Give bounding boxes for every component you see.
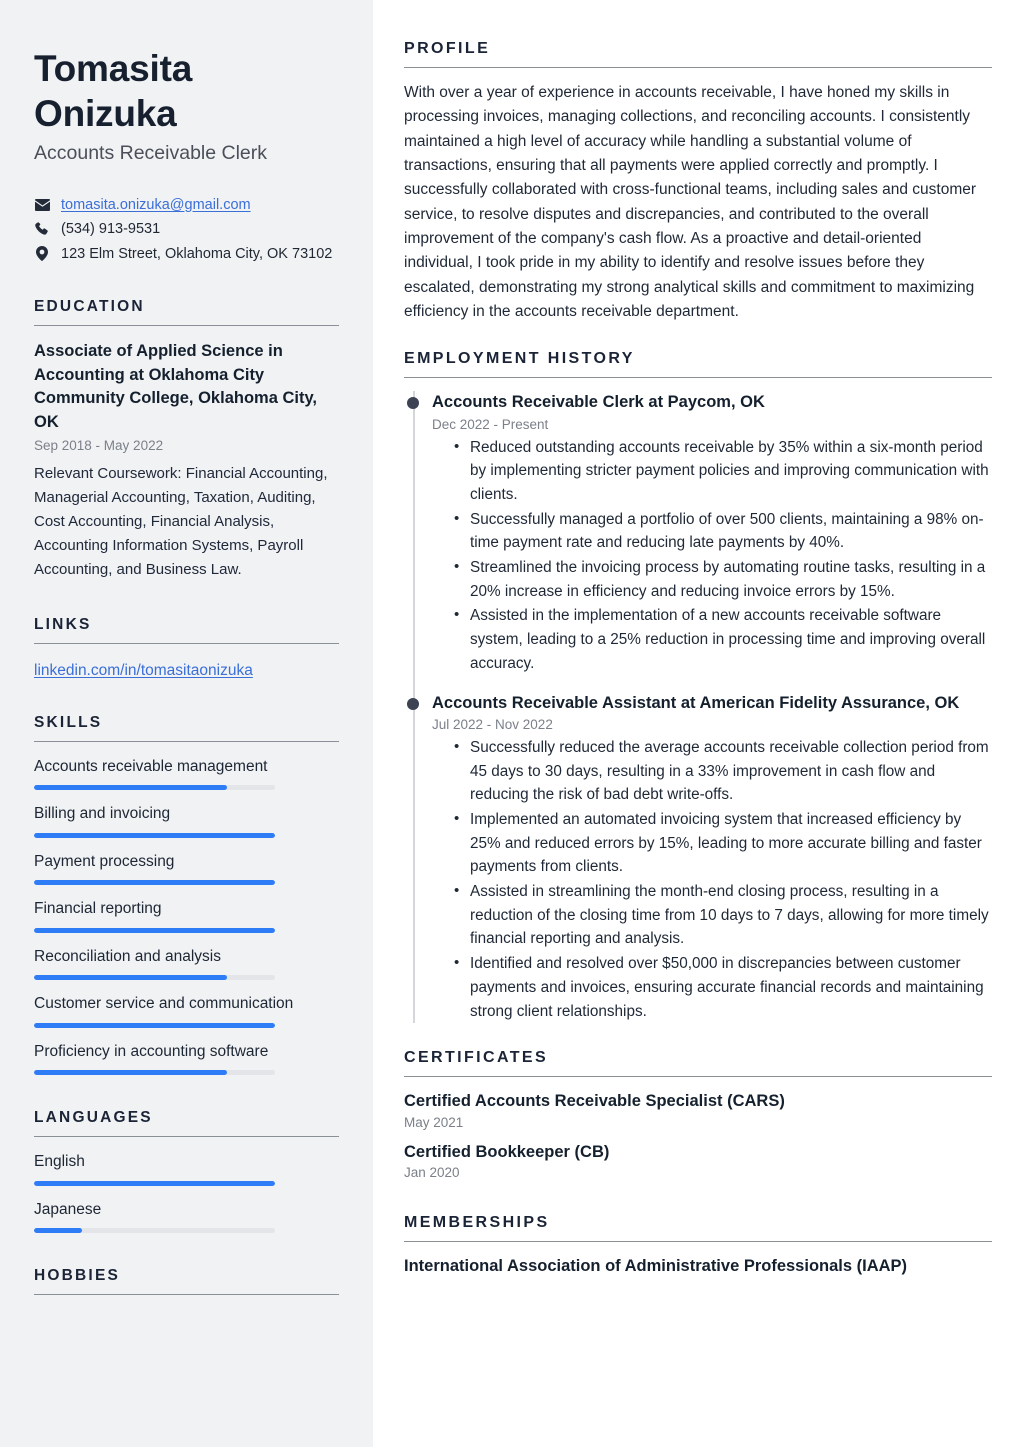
certificates-rule: [404, 1076, 992, 1077]
skill-meter: [34, 785, 275, 790]
contact-list: [34, 195, 339, 265]
phone-icon: [34, 219, 50, 239]
certificate-item: [404, 1090, 992, 1129]
skill-row: [34, 851, 339, 885]
skill-row: [34, 993, 339, 1027]
links-rule: [34, 643, 339, 644]
skill-meter: [34, 1023, 275, 1028]
contact-phone-row: [34, 219, 339, 240]
skill-row: [34, 946, 339, 980]
employment-bullet: • Assisted in the implementation of a new accounts receivable software system, leading to a 25% reduction in processing time and improving overall accuracy.: [454, 604, 992, 675]
skills-rule: [34, 741, 339, 742]
skill-label: Proficiency in accounting software: [34, 1042, 269, 1060]
certificate-item: [404, 1141, 992, 1180]
email-link[interactable]: tomasita.onizuka@gmail.com: [61, 196, 251, 213]
certificates-heading: CERTIFICATES: [404, 1049, 549, 1067]
memberships-rule: [404, 1241, 992, 1242]
profile-text: With over a year of experience in accounts receivable, I have honed my skills in processing invoices, managing collections, and reconciling accounts. I consistently maintained a high level of accuracy while handling a substantial volume of transactions, ensuring that all payments were applied correctly and promptly. I successfully collaborated with cross-functional teams, including sales and customer service, to resolve disputes and discrepancies, and contributed to the overall improvement of the company's cash flow. As a proactive and detail-oriented individual, I took pride in my ability to identify and resolve issues before they escalated, demonstrating my strong analytical skills and commitment to maximizing efficiency in the accounts receivable department.: [404, 84, 977, 320]
language-meter-fill: [34, 1181, 275, 1186]
language-meter: [34, 1181, 275, 1186]
profile-section: [404, 40, 992, 324]
skill-meter: [34, 928, 275, 933]
skill-meter-fill: [34, 928, 275, 933]
job-title: Accounts Receivable Clerk: [34, 142, 268, 165]
memberships-heading: MEMBERSHIPS: [404, 1213, 550, 1231]
employment-heading: EMPLOYMENT HISTORY: [404, 350, 635, 368]
employment-bullet: • Implemented an automated invoicing system that increased efficiency by 25% and reduced errors by 15%, leading to more accurate billing and faster payments from clients.: [454, 808, 992, 879]
skills-list: [34, 756, 339, 1075]
employment-bullet: • Reduced outstanding accounts receivable by 35% within a six-month period by implementing stricter payment policies and improving communication with clients.: [454, 436, 992, 507]
language-label: English: [34, 1153, 85, 1171]
skill-label: Customer service and communication: [34, 995, 294, 1013]
profile-heading: PROFILE: [404, 40, 491, 57]
education-rule: [34, 325, 339, 326]
skill-label: Reconciliation and analysis: [34, 947, 221, 965]
employment-bullet-list: [432, 436, 992, 676]
skill-row: [34, 803, 339, 837]
last-name: Onizuka: [34, 93, 177, 135]
sidebar: [0, 0, 373, 1447]
skills-heading: SKILLS: [34, 713, 103, 731]
language-meter: [34, 1228, 275, 1233]
skill-label: Payment processing: [34, 852, 175, 870]
language-label: Japanese: [34, 1200, 102, 1218]
employment-bullet: • Successfully reduced the average accounts receivable collection period from 45 days to 30 days, resulting in a 33% improvement in cash flow and reducing the risk of bad debt write-offs.: [454, 736, 992, 807]
certificate-date: Jan 2020: [404, 1164, 460, 1180]
skill-meter: [34, 1070, 275, 1075]
skill-meter: [34, 975, 275, 980]
phone-number: (534) 913-9531: [61, 221, 161, 238]
skill-meter: [34, 833, 275, 838]
education-degree: Associate of Applied Science in Accounting at Oklahoma City Community College, Oklahoma City, OK: [34, 342, 317, 431]
certificates-list: [404, 1090, 992, 1180]
skill-meter-fill: [34, 1023, 275, 1028]
skill-label: Billing and invoicing: [34, 805, 171, 823]
main-content: [373, 0, 1024, 1447]
languages-list: [34, 1151, 339, 1233]
full-name: [34, 46, 339, 136]
contact-address-row: [34, 244, 339, 265]
employment-date: Dec 2022 - Present: [432, 416, 549, 432]
employment-item: [432, 391, 992, 675]
hobbies-section: [34, 1267, 339, 1295]
employment-item: [432, 692, 992, 1024]
profile-rule: [404, 67, 992, 68]
memberships-list: [404, 1255, 992, 1277]
language-row: [34, 1199, 339, 1233]
address-text: 123 Elm Street, Oklahoma City, OK 73102: [61, 245, 333, 262]
certificate-title: Certified Accounts Receivable Specialist (CARS): [404, 1092, 785, 1111]
links-heading: LINKS: [34, 615, 92, 633]
employment-title: Accounts Receivable Clerk at Paycom, OK: [432, 393, 765, 412]
skill-meter-fill: [34, 975, 227, 980]
skill-row: [34, 1041, 339, 1075]
skill-label: Financial reporting: [34, 900, 162, 918]
skill-meter: [34, 880, 275, 885]
languages-heading: LANGUAGES: [34, 1109, 153, 1127]
links-section: [34, 616, 339, 680]
certificate-title: Certified Bookkeeper (CB): [404, 1142, 610, 1161]
skill-row: [34, 898, 339, 932]
employment-rule: [404, 377, 992, 378]
employment-date: Jul 2022 - Nov 2022: [432, 716, 553, 732]
name-block: [34, 46, 339, 167]
education-description: Relevant Coursework: Financial Accounting, Managerial Accounting, Taxation, Auditing, Cost Accounting, Financial Analysis, Accounting Information Systems, Payroll Accounting, and Business Law.: [34, 464, 328, 578]
employment-title: Accounts Receivable Assistant at American Fidelity Assurance, OK: [432, 693, 960, 712]
education-date: Sep 2018 - May 2022: [34, 438, 164, 454]
skills-section: [34, 714, 339, 1075]
employment-section: [404, 350, 992, 1023]
hobbies-heading: HOBBIES: [34, 1267, 121, 1285]
skill-meter-fill: [34, 785, 227, 790]
languages-section: [34, 1109, 339, 1233]
employment-bullet: • Identified and resolved over $50,000 in discrepancies between customer payments and invoices, ensuring accurate financial records and maintaining strong client relationships.: [454, 952, 992, 1023]
hobbies-rule: [34, 1294, 339, 1295]
link-item-linkedin[interactable]: linkedin.com/in/tomasitaonizuka: [34, 661, 253, 679]
languages-rule: [34, 1136, 339, 1137]
employment-bullet: • Assisted in streamlining the month-end closing process, resulting in a reduction of the closing time from 10 days to 7 days, allowing for more timely financial reporting and analysis.: [454, 880, 992, 951]
skill-row: [34, 756, 339, 790]
certificates-section: [404, 1049, 992, 1180]
language-row: [34, 1151, 339, 1185]
first-name: Tomasita: [34, 48, 193, 89]
education-heading: EDUCATION: [34, 298, 145, 316]
memberships-section: [404, 1214, 992, 1277]
membership-title: International Association of Administrative Professionals (IAAP): [404, 1256, 908, 1275]
employment-timeline: [404, 391, 992, 1023]
skill-meter-fill: [34, 1070, 227, 1075]
language-meter-fill: [34, 1228, 82, 1233]
skill-meter-fill: [34, 880, 275, 885]
timeline-dot-icon: [407, 698, 419, 710]
timeline-dot-icon: [407, 397, 419, 409]
employment-bullet: • Successfully managed a portfolio of over 500 clients, maintaining a 98% on-time payment rate and reducing late payments by 40%.: [454, 508, 992, 555]
education-section: [34, 298, 339, 582]
employment-bullet-list: [432, 736, 992, 1023]
skill-meter-fill: [34, 833, 275, 838]
envelope-icon: [34, 195, 50, 215]
location-pin-icon: [34, 244, 50, 264]
contact-email-row[interactable]: [34, 195, 339, 216]
employment-bullet: • Streamlined the invoicing process by automating routine tasks, resulting in a 20% increase in efficiency and reducing invoice errors by 15%.: [454, 556, 992, 603]
certificate-date: May 2021: [404, 1114, 464, 1130]
skill-label: Accounts receivable management: [34, 757, 268, 775]
education-item: [34, 340, 339, 582]
